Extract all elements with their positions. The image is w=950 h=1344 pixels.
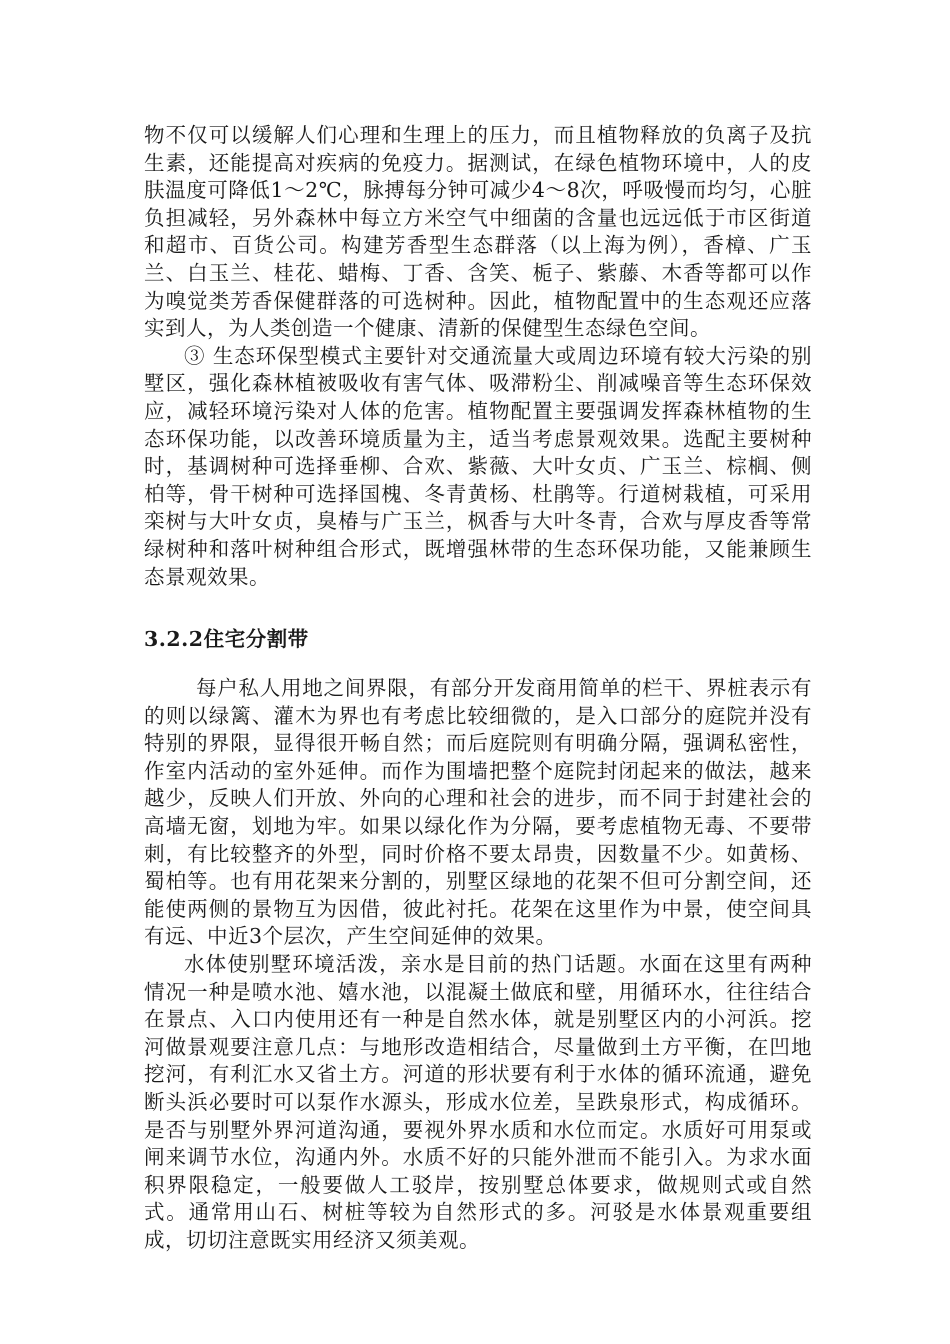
body-paragraph: 物不仅可以缓解人们心理和生理上的压力，而且植物释放的负离子及抗生素，还能提高对疾病的免疫力。据测试，在绿色植物环境中，人的皮肤温度可降低1～2℃，脉搏每分钟可减少4～8次，呼吸慢而均匀，心脏负担减轻，另外森林中每立方米空气中细菌的含量也远远低于市区街道和超市、百货公司。构建芳香型生态群落（以上海为例），香樟、广玉兰、白玉兰、桂花、蜡梅、丁香、含笑、栀子、紫藤、木香等都可以作为嗅觉类芳香保健群落的可选树种。因此，植物配置中的生态观还应落实到人，为人类创造一个健康、清新的保健型生态绿色空间。: [144, 123, 812, 341]
body-paragraph: ③ 生态环保型模式主要针对交通流量大或周边环境有较大污染的别墅区，强化森林植被吸收有害气体、吸滞粉尘、削减噪音等生态环保效应，减轻环境污染对人体的危害。植物配置主要强调发挥森林植物的生态环保功能，以改善环境质量为主，适当考虑景观效果。选配主要树种时，基调树种可选择垂柳、合欢、紫薇、大叶女贞、广玉兰、棕榈、侧柏等，骨干树种可选择国槐、冬青黄杨、杜鹃等。行道树栽植，可采用栾树与大叶女贞，臭椿与广玉兰，枫香与大叶冬青，合欢与厚皮香等常绿树种和落叶树种组合形式，既增强林带的生态环保功能，又能兼顾生态景观效果。: [144, 343, 812, 589]
document-page: [144, 122, 812, 1255]
body-paragraph: 每户私人用地之间界限，有部分开发商用简单的栏干、界桩表示有的则以绿篱、灌木为界也有考虑比较细微的，是入口部分的庭院并没有特别的界限，显得很开畅自然；而后庭院则有明确分隔，强调私密性，作室内活动的室外延伸。而作为围墙把整个庭院封闭起来的做法，越来越少，反映人们开放、外向的心理和社会的进步，而不同于封建社会的高墙无窗，划地为牢。如果以绿化作为分隔，要考虑植物无毒、不要带刺，有比较整齐的外型，同时价格不要太昂贵，因数量不少。如黄杨、蜀柏等。也有用花架来分割的，别墅区绿地的花架不但可分割空间，还能使两侧的景物互为因借，彼此衬托。花架在这里作为中景，使空间具有远、中近3个层次，产生空间延伸的效果。: [144, 676, 812, 949]
section-heading: 3.2.2住宅分割带: [144, 627, 309, 652]
body-paragraph: 水体使别墅环境活泼，亲水是目前的热门话题。水面在这里有两种情况一种是喷水池、嬉水池，以混凝土做底和壁，用循环水，往往结合在景点、入口内使用还有一种是自然水体，就是别墅区内的小河浜。挖河做景观要注意几点：与地形改造相结合，尽量做到土方平衡，在凹地挖河，有利汇水又省土方。河道的形状要有利于水体的循环流通，避免断头浜必要时可以泵作水源头，形成水位差，呈跌泉形式，构成循环。是否与别墅外界河道沟通，要视外界水质和水位而定。水质好可用泵或闸来调节水位，沟通内外。水质不好的只能外泄而不能引入。为求水面积界限稳定，一般要做人工驳岸，按别墅总体要求，做规则式或自然式。通常用山石、树桩等较为自然形式的多。河驳是水体景观重要组成，切切注意既实用经济又须美观。: [144, 952, 812, 1252]
